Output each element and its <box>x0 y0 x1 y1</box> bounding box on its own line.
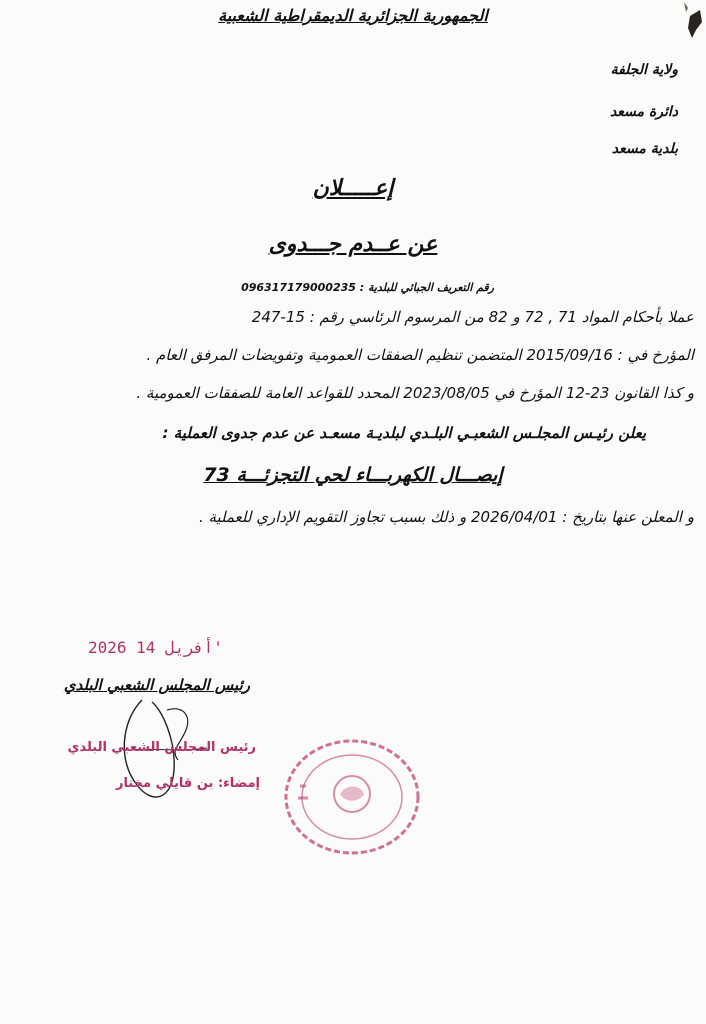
signatory-title: رئيس المجلس الشعبي البلدي <box>63 676 250 694</box>
wilaya-label: ولاية الجلفة <box>610 62 678 78</box>
republic-heading: الجمهورية الجزائرية الديمقراطية الشعبية <box>218 6 488 25</box>
stamp-signatory-name: إمضاء: بن قايلي مختار <box>115 776 260 791</box>
announcement-subtitle: عن عــدم جـــدوى <box>268 232 438 257</box>
tax-id-line: رقم التعريف الجبائي للبلدية : 096317179000235 <box>241 281 494 294</box>
stamp-signatory-title: رئيس المجلس الشعبي البلدي <box>67 740 256 755</box>
body-line-2: المؤرخ في : 2015/09/16 المتضمن تنظيم الصفقات العمومية وتفويضات المرفق العام . <box>146 346 694 364</box>
official-seal-stamp <box>280 736 424 858</box>
body-line-1: عملا بأحكام المواد 71 , 72 و 82 من المرسوم الرئاسي رقم : 15-247 <box>251 308 694 326</box>
announcement-title: إعـــــلان <box>312 176 394 201</box>
body-line-3: و كذا القانون 23-12 المؤرخ في 2023/08/05 المحدد للقواعد العامة للصفقات العمومية . <box>136 384 694 402</box>
announce-line: يعلن رئيـس المجلـس الشعبـي البلـدي لبلديـة مسعـد عن عدم جدوى العملية : <box>162 424 646 442</box>
date-stamp: 2026 أفريل 14' <box>88 638 223 657</box>
body-line-4: و المعلن عنها بتاريخ : 2026/04/01 و ذلك بسبب تجاوز التقويم الإداري للعملية . <box>198 508 694 526</box>
commune-label: بلدية مسعد <box>611 141 678 157</box>
handwritten-signature <box>112 690 222 820</box>
project-title: إيصـــال الكهربـــاء لحي التجزئـــة 73 <box>203 464 503 486</box>
daira-label: دائرة مسعد <box>609 104 678 120</box>
